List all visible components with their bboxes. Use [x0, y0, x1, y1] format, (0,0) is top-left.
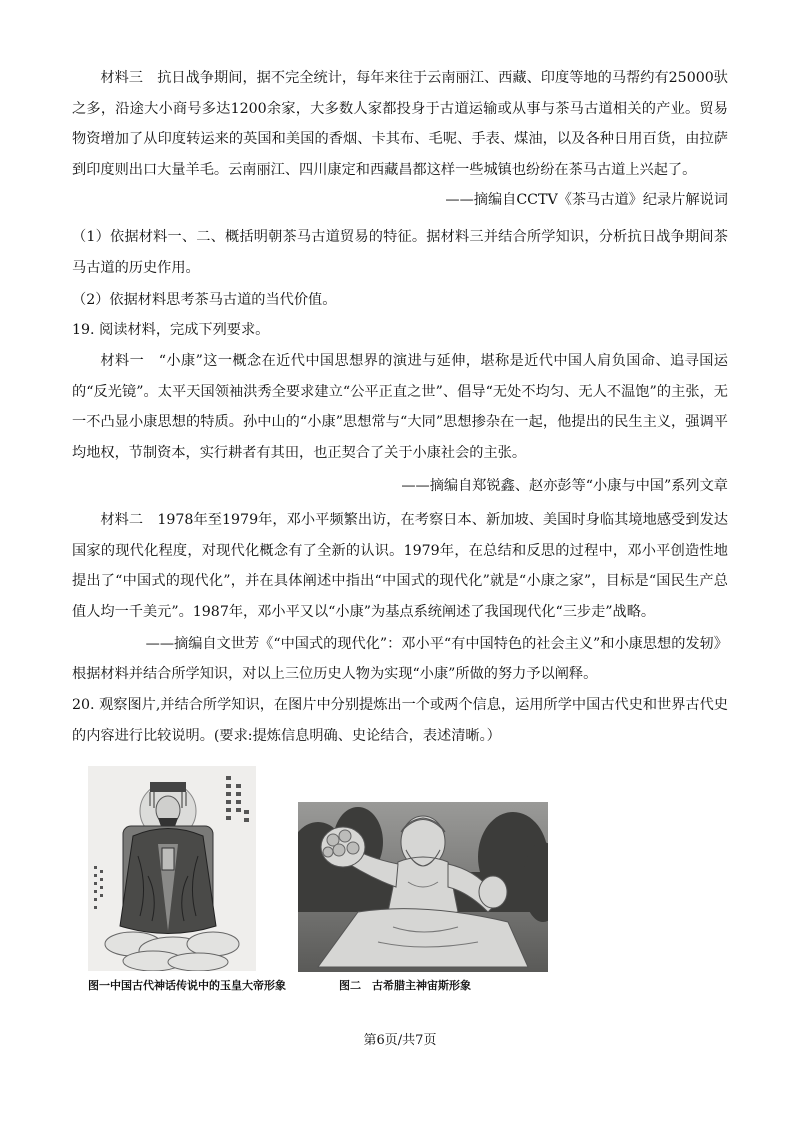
question-19-material-2: 材料二 1978年至1979年，邓小平频繁出访，在考察日本、新加坡、美国时身临其境地感受到发达国家的现代化程度，对现代化概念有了全新的认识。1979年，在总结和反思的过程中，邓小平创造性地提出了“中国式的现代化”，并在具体阐述中指出“中国式的现代化”就是“小康之家”，目标是“国民生产总值人均一千美元”。1987年，邓小平又以“小康”为基点系统阐述了我国现代化“三步走”战略。 — [72, 512, 728, 620]
question-19-material-1-source: ——摘编自郑锐鑫、赵亦彭等“小康与中国”系列文章 — [401, 478, 728, 494]
material-3-paragraph: 材料三 抗日战争期间，据不完全统计，每年来往于云南丽江、西藏、印度等地的马帮约有25000驮之多，沿途大小商号多达1200余家，大多数人家都投身于古道运输或从事与茶马古道相关的产业。贸易物资增加了从印度转运来的英国和美国的香烟、卡其布、毛呢、手表、煤油，以及各种日用百货，由拉萨到印度则出口大量羊毛。云南丽江、四川康定和西藏昌都这样一些城镇也纷纷在茶马古道上兴起了。 — [72, 70, 728, 178]
zeus-statue-figure — [298, 802, 548, 972]
jade-emperor-illustration — [88, 766, 256, 971]
question-19-material-1: 材料一 “小康”这一概念在近代中国思想界的演进与延伸，堪称是近代中国人肩负国命、追寻国运的“反光镜”。太平天国领袖洪秀全要求建立“公平正直之世”、倡导“无处不均匀、无人不温饱”的主张，无一不凸显小康思想的特质。孙中山的“小康”思想常与“大同”思想掺杂在一起，他提出的民生主义，强调平均地权，节制资本，实行耕者有其田，也正契合了关于小康社会的主张。 — [72, 353, 728, 461]
material-3-source: ——摘编自CCTV《茶马古道》纪录片解说词 — [445, 192, 728, 208]
page-number-footer: 第6页/共7页 — [363, 1033, 437, 1048]
question-18-part-1: （1）依据材料一、二、概括明朝茶马古道贸易的特征。据材料三并结合所学知识，分析抗日战争期间茶马古道的历史作用。 — [72, 229, 728, 276]
question-19-requirement: 根据材料并结合所学知识，对以上三位历史人物为实现“小康”所做的努力予以阐释。 — [72, 666, 598, 682]
figure-1-caption: 图一中国古代神话传说中的玉皇大帝形象 — [88, 979, 286, 992]
zeus-statue-photo — [298, 802, 548, 972]
question-19-material-2-source: ——摘编自文世芳《“中国式的现代化”：邓小平“有中国特色的社会主义”和小康思想的发轫》 — [145, 636, 728, 652]
question-20: 20. 观察图片,并结合所学知识，在图片中分别提炼出一个或两个信息，运用所学中国古代史和世界古代史的内容进行比较说明。(要求:提炼信息明确、史论结合，表述清晰。） — [72, 697, 728, 744]
jade-emperor-figure — [88, 766, 256, 971]
question-19-title: 19. 阅读材料，完成下列要求。 — [72, 322, 270, 338]
question-18-part-2: （2）依据材料思考茶马古道的当代价值。 — [72, 292, 337, 308]
figure-2-caption: 图二 古希腊主神宙斯形象 — [339, 979, 471, 992]
